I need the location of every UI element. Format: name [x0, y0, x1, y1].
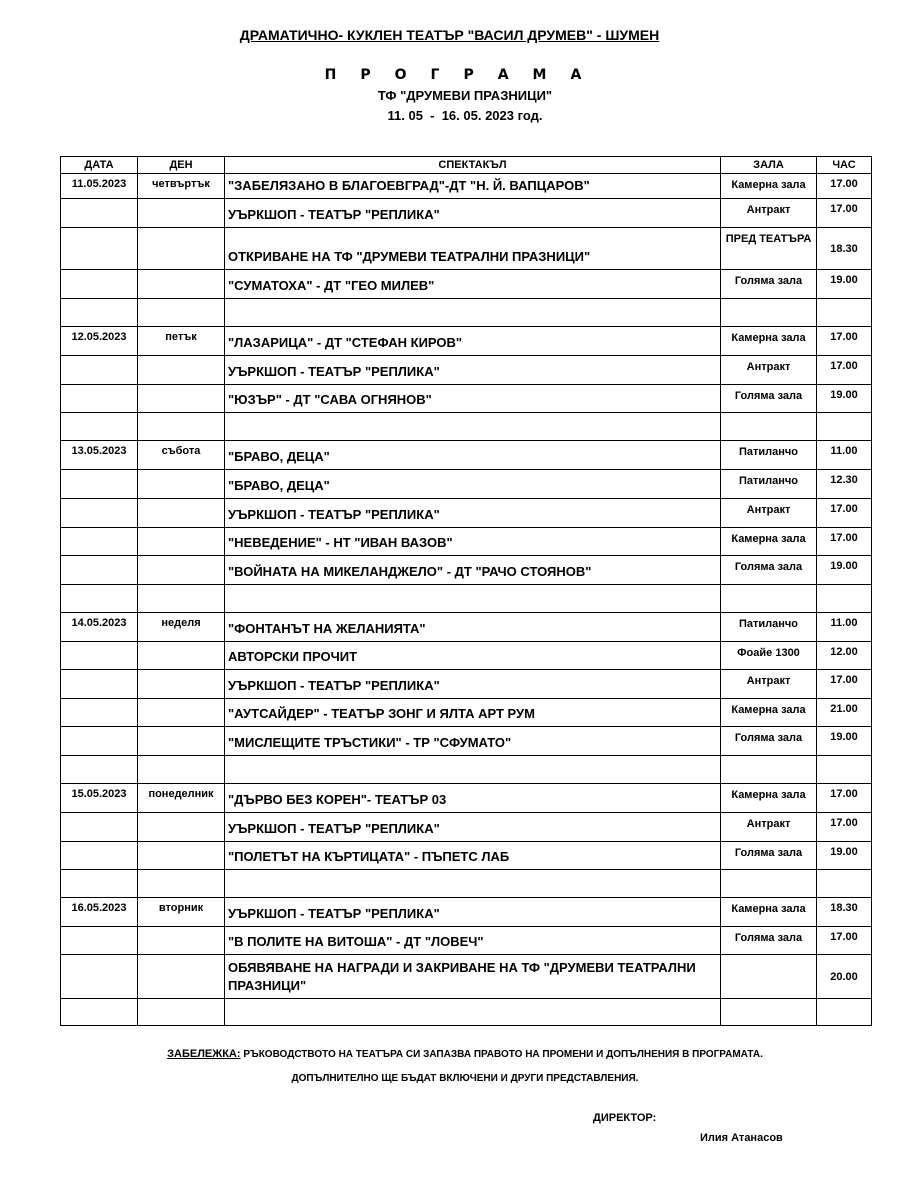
table-row: [61, 842, 872, 870]
show-cell: УЪРКШОП - ТЕАТЪР "РЕПЛИКА": [225, 199, 721, 228]
time-cell: [817, 413, 872, 441]
table-row: [61, 327, 872, 356]
table-row: [61, 699, 872, 727]
table-row: [61, 441, 872, 470]
note-label: ЗАБЕЛЕЖКА:: [167, 1048, 241, 1060]
date-cell: [61, 927, 138, 955]
table-row: [61, 356, 872, 385]
hall-cell: [721, 756, 817, 784]
table-row: [61, 642, 872, 670]
table-row: [61, 270, 872, 299]
show-cell: "МИСЛЕЩИТЕ ТРЪСТИКИ" - ТР "СФУМАТО": [225, 727, 721, 756]
table-row: [61, 585, 872, 613]
column-header-show: СПЕКТАКЪЛ: [225, 157, 721, 174]
hall-cell: Фоайе 1300: [721, 642, 817, 670]
show-cell: УЪРКШОП - ТЕАТЪР "РЕПЛИКА": [225, 356, 721, 385]
date-cell: 11.05.2023: [61, 174, 138, 199]
date-cell: [61, 842, 138, 870]
hall-cell: Камерна зала: [721, 699, 817, 727]
date-cell: 15.05.2023: [61, 784, 138, 813]
time-cell: 17.00: [817, 199, 872, 228]
date-cell: [61, 955, 138, 999]
day-cell: [138, 999, 225, 1026]
time-cell: 17.00: [817, 327, 872, 356]
column-header-date: ДАТА: [61, 157, 138, 174]
date-cell: [61, 585, 138, 613]
show-cell: "ФОНТАНЪТ НА ЖЕЛАНИЯТА": [225, 613, 721, 642]
date-cell: [61, 228, 138, 270]
column-header-time: ЧАС: [817, 157, 872, 174]
show-cell: УЪРКШОП - ТЕАТЪР "РЕПЛИКА": [225, 670, 721, 699]
table-row: [61, 670, 872, 699]
page-title: ДРАМАТИЧНО- КУКЛЕН ТЕАТЪР "ВАСИЛ ДРУМЕВ" - ШУМЕН: [239, 27, 660, 43]
hall-cell: Камерна зала: [721, 174, 817, 199]
hall-cell: Антракт: [721, 199, 817, 228]
table-row: [61, 528, 872, 556]
show-cell: "ЮЗЪР" - ДТ "САВА ОГНЯНОВ": [225, 385, 721, 413]
day-cell: неделя: [138, 613, 225, 642]
date-cell: [61, 670, 138, 699]
time-cell: 17.00: [817, 670, 872, 699]
hall-cell: Антракт: [721, 670, 817, 699]
director-name: Илия Атанасов: [700, 1132, 783, 1144]
date-cell: [61, 642, 138, 670]
hall-cell: Камерна зала: [721, 528, 817, 556]
show-cell: [225, 585, 721, 613]
table-header-row: [61, 157, 872, 174]
table-row: [61, 813, 872, 842]
show-cell: "НЕВЕДЕНИЕ" - НТ "ИВАН ВАЗОВ": [225, 528, 721, 556]
table-row: [61, 727, 872, 756]
hall-cell: Голяма зала: [721, 842, 817, 870]
day-cell: [138, 842, 225, 870]
show-cell: "ЛАЗАРИЦА" - ДТ "СТЕФАН КИРОВ": [225, 327, 721, 356]
time-cell: 19.00: [817, 556, 872, 585]
footer-note-additional: ДОПЪЛНИТЕЛНО ЩЕ БЪДАТ ВКЛЮЧЕНИ И ДРУГИ ПРЕДСТАВЛЕНИЯ.: [291, 1073, 639, 1084]
show-cell: "В ПОЛИТЕ НА ВИТОША" - ДТ "ЛОВЕЧ": [225, 927, 721, 955]
date-cell: 16.05.2023: [61, 898, 138, 927]
time-cell: [817, 756, 872, 784]
table-row: [61, 927, 872, 955]
date-cell: [61, 813, 138, 842]
table-row: [61, 556, 872, 585]
day-cell: [138, 927, 225, 955]
date-cell: [61, 870, 138, 898]
hall-cell: Антракт: [721, 356, 817, 385]
hall-cell: Голяма зала: [721, 727, 817, 756]
day-cell: [138, 870, 225, 898]
date-cell: [61, 999, 138, 1026]
show-cell: УЪРКШОП - ТЕАТЪР "РЕПЛИКА": [225, 813, 721, 842]
director-label: ДИРЕКТОР:: [593, 1112, 657, 1124]
day-cell: петък: [138, 327, 225, 356]
show-cell: "ЗАБЕЛЯЗАНО В БЛАГОЕВГРАД"-ДТ "Н. Й. ВАПЦАРОВ": [225, 174, 721, 199]
day-cell: вторник: [138, 898, 225, 927]
day-cell: [138, 727, 225, 756]
show-cell: ОТКРИВАНЕ НА ТФ "ДРУМЕВИ ТЕАТРАЛНИ ПРАЗНИЦИ": [225, 228, 721, 270]
time-cell: 17.00: [817, 174, 872, 199]
day-cell: [138, 556, 225, 585]
day-cell: [138, 356, 225, 385]
show-cell: ОБЯВЯВАНЕ НА НАГРАДИ И ЗАКРИВАНЕ НА ТФ "ДРУМЕВИ ТЕАТРАЛНИ ПРАЗНИЦИ": [225, 955, 721, 999]
time-cell: 12.30: [817, 470, 872, 499]
time-cell: 20.00: [817, 955, 872, 999]
day-cell: [138, 385, 225, 413]
hall-cell: [721, 299, 817, 327]
day-cell: [138, 585, 225, 613]
day-cell: [138, 413, 225, 441]
date-cell: [61, 556, 138, 585]
day-cell: [138, 228, 225, 270]
hall-cell: Камерна зала: [721, 784, 817, 813]
day-cell: [138, 955, 225, 999]
hall-cell: Патиланчо: [721, 613, 817, 642]
date-cell: [61, 528, 138, 556]
hall-cell: Голяма зала: [721, 385, 817, 413]
show-cell: УЪРКШОП - ТЕАТЪР "РЕПЛИКА": [225, 898, 721, 927]
show-cell: "АУТСАЙДЕР" - ТЕАТЪР ЗОНГ И ЯЛТА АРТ РУМ: [225, 699, 721, 727]
footer-note: [0, 1048, 899, 1060]
time-cell: 17.00: [817, 927, 872, 955]
show-cell: "СУМАТОХА" - ДТ "ГЕО МИЛЕВ": [225, 270, 721, 299]
festival-dates: 11. 05 - 16. 05. 2023 год.: [387, 108, 543, 123]
date-cell: [61, 699, 138, 727]
show-cell: [225, 299, 721, 327]
table-row: [61, 174, 872, 199]
date-cell: [61, 727, 138, 756]
day-cell: четвъртък: [138, 174, 225, 199]
show-cell: [225, 999, 721, 1026]
date-cell: [61, 385, 138, 413]
show-cell: [225, 413, 721, 441]
show-cell: "ВОЙНАТА НА МИКЕЛАНДЖЕЛО" - ДТ "РАЧО СТОЯНОВ": [225, 556, 721, 585]
date-cell: [61, 756, 138, 784]
day-cell: [138, 199, 225, 228]
table-row: [61, 784, 872, 813]
show-cell: "ДЪРВО БЕЗ КОРЕН"- ТЕАТЪР 03: [225, 784, 721, 813]
show-cell: "БРАВО, ДЕЦА": [225, 470, 721, 499]
date-cell: [61, 356, 138, 385]
time-cell: 17.00: [817, 528, 872, 556]
day-cell: [138, 670, 225, 699]
day-cell: [138, 299, 225, 327]
table-row: [61, 413, 872, 441]
time-cell: 11.00: [817, 441, 872, 470]
date-cell: [61, 299, 138, 327]
time-cell: 21.00: [817, 699, 872, 727]
time-cell: 19.00: [817, 727, 872, 756]
show-cell: УЪРКШОП - ТЕАТЪР "РЕПЛИКА": [225, 499, 721, 528]
hall-cell: [721, 870, 817, 898]
time-cell: [817, 870, 872, 898]
time-cell: 19.00: [817, 270, 872, 299]
hall-cell: Голяма зала: [721, 927, 817, 955]
time-cell: 17.00: [817, 813, 872, 842]
day-cell: [138, 813, 225, 842]
time-cell: 19.00: [817, 385, 872, 413]
day-cell: [138, 470, 225, 499]
date-cell: 14.05.2023: [61, 613, 138, 642]
date-cell: 13.05.2023: [61, 441, 138, 470]
table-row: [61, 756, 872, 784]
hall-cell: [721, 585, 817, 613]
time-cell: [817, 299, 872, 327]
show-cell: АВТОРСКИ ПРОЧИТ: [225, 642, 721, 670]
hall-cell: Патиланчо: [721, 470, 817, 499]
show-cell: [225, 756, 721, 784]
table-row: [61, 898, 872, 927]
time-cell: [817, 999, 872, 1026]
program-table: [60, 156, 872, 1026]
note-text: РЪКОВОДСТВОТО НА ТЕАТЪРА СИ ЗАПАЗВА ПРАВОТО НА ПРОМЕНИ И ДОПЪЛНЕНИЯ В ПРОГРАМАТА.: [240, 1049, 763, 1060]
day-cell: [138, 756, 225, 784]
table-row: [61, 228, 872, 270]
day-cell: [138, 270, 225, 299]
time-cell: 19.00: [817, 842, 872, 870]
time-cell: 11.00: [817, 613, 872, 642]
hall-cell: Голяма зала: [721, 270, 817, 299]
hall-cell: [721, 999, 817, 1026]
hall-cell: [721, 955, 817, 999]
table-row: [61, 385, 872, 413]
column-header-hall: ЗАЛА: [721, 157, 817, 174]
festival-name: ТФ "ДРУМЕВИ ПРАЗНИЦИ": [377, 88, 553, 103]
program-heading: ПРОГРАМА: [324, 67, 606, 83]
hall-cell: Голяма зала: [721, 556, 817, 585]
hall-cell: Патиланчо: [721, 441, 817, 470]
day-cell: понеделник: [138, 784, 225, 813]
time-cell: 12.00: [817, 642, 872, 670]
date-cell: [61, 499, 138, 528]
table-row: [61, 470, 872, 499]
hall-cell: Антракт: [721, 813, 817, 842]
date-cell: [61, 413, 138, 441]
time-cell: 17.00: [817, 499, 872, 528]
day-cell: събота: [138, 441, 225, 470]
hall-cell: Антракт: [721, 499, 817, 528]
table-row: [61, 299, 872, 327]
show-cell: [225, 870, 721, 898]
show-cell: "БРАВО, ДЕЦА": [225, 441, 721, 470]
table-row: [61, 499, 872, 528]
table-row: [61, 955, 872, 999]
date-cell: [61, 199, 138, 228]
time-cell: 18.30: [817, 228, 872, 270]
day-cell: [138, 699, 225, 727]
show-cell: "ПОЛЕТЪТ НА КЪРТИЦАТА" - ПЪПЕТС ЛАБ: [225, 842, 721, 870]
table-row: [61, 613, 872, 642]
time-cell: 18.30: [817, 898, 872, 927]
column-header-day: ДЕН: [138, 157, 225, 174]
day-cell: [138, 642, 225, 670]
hall-cell: Камерна зала: [721, 898, 817, 927]
time-cell: 17.00: [817, 784, 872, 813]
day-cell: [138, 528, 225, 556]
table-row: [61, 199, 872, 228]
date-cell: 12.05.2023: [61, 327, 138, 356]
date-cell: [61, 470, 138, 499]
table-row: [61, 999, 872, 1026]
hall-cell: [721, 413, 817, 441]
time-cell: [817, 585, 872, 613]
time-cell: 17.00: [817, 356, 872, 385]
day-cell: [138, 499, 225, 528]
hall-cell: Камерна зала: [721, 327, 817, 356]
table-row: [61, 870, 872, 898]
date-cell: [61, 270, 138, 299]
hall-cell: ПРЕД ТЕАТЪРА: [721, 228, 817, 270]
